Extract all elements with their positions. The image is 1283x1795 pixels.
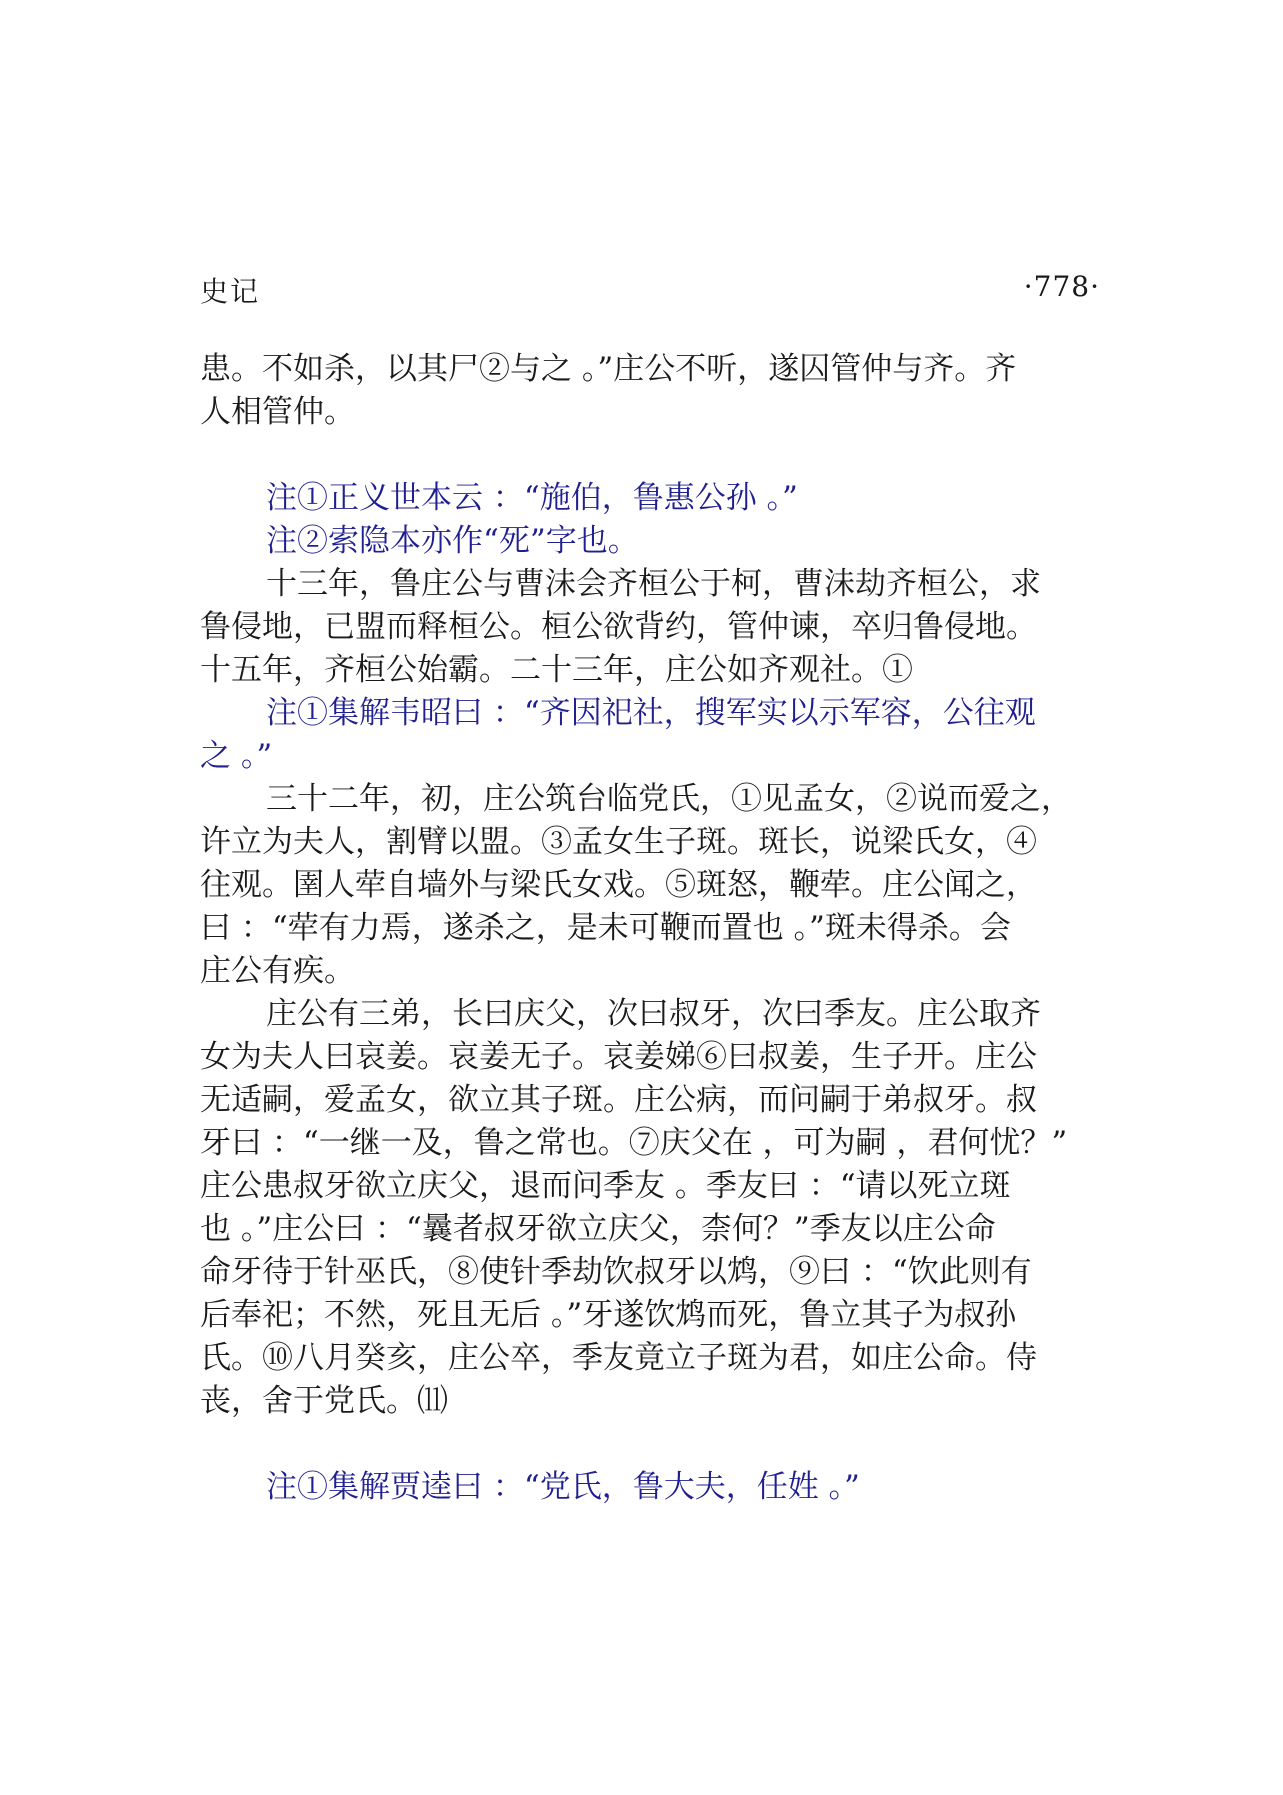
- text-line: 氏。⑩八月癸亥，庄公卒，季友竟立子斑为君，如庄公命。侍: [200, 1340, 1037, 1376]
- text-line: 人相管仲。: [200, 394, 355, 430]
- note-line: 注②索隐本亦作“死”字也。: [266, 523, 639, 559]
- text-line: 后奉祀；不然，死且无后 。”牙遂饮鸩而死，鲁立其子为叔孙: [200, 1297, 1017, 1333]
- text-line: 十五年，齐桓公始霸。二十三年，庄公如齐观社。①: [200, 652, 913, 688]
- text-line: 三十二年，初，庄公筑台临党氏，①见孟女，②说而爱之，: [266, 781, 1072, 817]
- note-line: 之 。”: [200, 738, 273, 774]
- text-line: 无适嗣，爱孟女，欲立其子斑。庄公病，而问嗣于弟叔牙。叔: [200, 1082, 1037, 1118]
- text-line: 患。不如杀，以其尸②与之 。”庄公不听，遂囚管仲与齐。齐: [200, 351, 1017, 387]
- text-line: 鲁侵地，已盟而释桓公。桓公欲背约，管仲谏，卒归鲁侵地。: [200, 609, 1037, 645]
- text-line: 牙曰 ：“一继一及，鲁之常也。⑦庆父在 ，可为嗣 ，君何忧？”: [200, 1125, 1068, 1161]
- book-title: 史记: [200, 275, 261, 308]
- body-text: [200, 348, 1100, 1509]
- text-line: 庄公有疾。: [200, 953, 355, 989]
- text-line: 命牙待于针巫氏，⑧使针季劫饮叔牙以鸩，⑨曰 ：“饮此则有: [200, 1254, 1032, 1290]
- text-line: 曰 ：“荦有力焉，遂杀之，是未可鞭而置也 。”斑未得杀。会: [200, 910, 1011, 946]
- note-line: 注①集解贾逵曰 ：“党氏，鲁大夫，任姓 。”: [266, 1469, 860, 1505]
- text-line: 许立为夫人，割臂以盟。③孟女生子斑。斑长，说梁氏女，④: [200, 824, 1037, 860]
- text-line: 也 。”庄公曰 ：“曩者叔牙欲立庆父，柰何？”季友以庄公命: [200, 1211, 996, 1247]
- note-line: 注①正义世本云 ：“施伯，鲁惠公孙 。”: [266, 480, 798, 516]
- text-line: 女为夫人曰哀姜。哀姜无子。哀姜娣⑥曰叔姜，生子开。庄公: [200, 1039, 1037, 1075]
- page-number: ·778·: [1023, 270, 1100, 303]
- blank-line: [200, 1423, 1100, 1466]
- text-line: 庄公有三弟，长曰庆父，次曰叔牙，次曰季友。庄公取齐: [266, 996, 1041, 1032]
- note-line: 注①集解韦昭曰 ：“齐因祀社，搜军实以示军容，公往观: [266, 695, 1036, 731]
- text-line: 十三年，鲁庄公与曹沬会齐桓公于柯，曹沬劫齐桓公，求: [266, 566, 1041, 602]
- text-line: 庄公患叔牙欲立庆父，退而问季友 。季友曰 ：“请以死立斑: [200, 1168, 1011, 1204]
- blank-line: [200, 434, 1100, 477]
- running-header: [200, 270, 1100, 310]
- text-line: 丧，舍于党氏。⑾: [200, 1383, 448, 1419]
- text-line: 往观。圉人荦自墙外与梁氏女戏。⑤斑怒，鞭荦。庄公闻之，: [200, 867, 1037, 903]
